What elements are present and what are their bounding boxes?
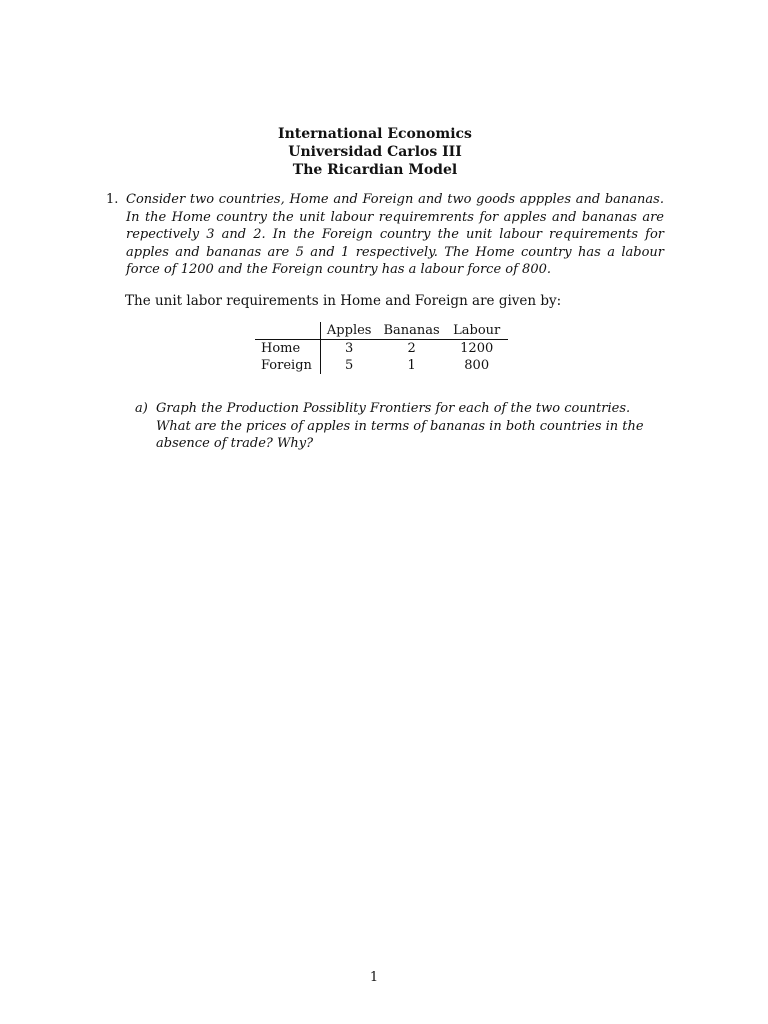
cell-foreign-labour: 800 [464,358,490,373]
subquestion-label: a) [135,401,148,416]
cell-foreign-bananas: 1 [407,358,416,373]
university-name: Universidad Carlos III [288,144,462,160]
row-label-foreign: Foreign [255,357,320,374]
course-title: International Economics [278,126,472,142]
table-intro-text: The unit labor requirements in Home and Foreign are given by: [125,293,562,309]
document-header [0,125,750,179]
table-row-foreign [255,357,508,374]
problem-1 [106,191,664,279]
table-header-corner [255,322,320,340]
cell-home-labour: 1200 [460,341,494,356]
subquestion-line-1: Graph the Production Possiblity Frontiers for each of the two countries. [156,401,631,416]
page-number: 1 [369,970,379,985]
topic-title: The Ricardian Model [292,162,458,178]
column-header-apples: Apples [320,322,377,340]
table-header-row [255,322,508,340]
column-header-bananas: Bananas [377,322,445,340]
subquestion-line-2: What are the prices of apples in terms of bananas in both countries in the absence of trade? Why? [156,418,644,451]
row-label-home: Home [255,340,320,358]
table-row-home [255,340,508,358]
subquestion-text [156,400,665,453]
problem-statement: Consider two countries, Home and Foreign and two goods appples and bananas. In the Home country the unit labour requiremrents for apples and bananas are repectively 3 and 2. In the Foreign country the unit labour requirements for apples and bananas are 5 and 1 respectively. The Home country has a labour force of 1200 and the Foreign country has a labour force of 800. [126,192,664,277]
cell-foreign-apples: 5 [345,358,354,373]
labor-requirements-table [255,322,508,374]
problem-number: 1. [106,192,119,207]
cell-home-apples: 3 [345,341,354,356]
subquestion-a [135,400,665,453]
cell-home-bananas: 2 [407,341,416,356]
column-header-labour: Labour [446,322,508,340]
